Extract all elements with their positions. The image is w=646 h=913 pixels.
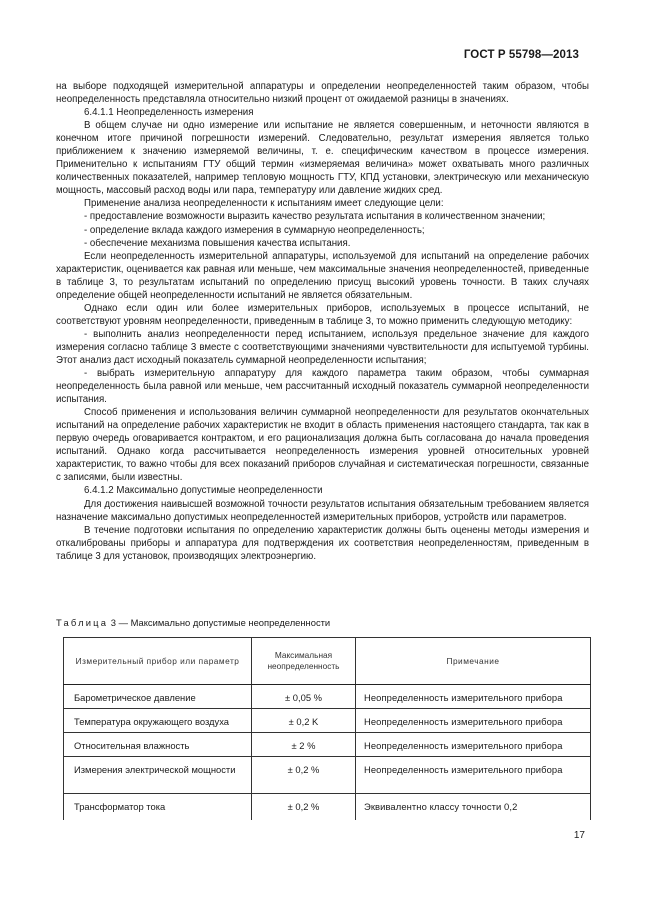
list-item: - обеспечение механизма повышения качества испытания. <box>84 237 351 249</box>
cell-note: Неопределенность измерительного прибора <box>356 685 591 709</box>
cell-value: ± 0,2 % <box>252 794 356 821</box>
table-caption-label: Таблица <box>56 617 109 628</box>
column-header-max: Максимальная неопределенность <box>252 638 356 685</box>
section-heading: 6.4.1.2 Максимально допустимые неопределенности <box>84 485 323 497</box>
cell-note: Неопределенность измерительного прибора <box>356 757 591 794</box>
body-text <box>56 80 589 563</box>
paragraph: В течение подготовки испытания по определению характеристик должны быть оценены методы измерения и откалиброваны приборы и аппаратура для подтверждения их соответствия неопределенностям, приведенным в таблице 3 для установок, производящих электроэнергию. <box>56 524 589 562</box>
column-header-note: Примечание <box>356 638 591 685</box>
cell-param: Температура окружающего воздуха <box>64 709 252 733</box>
paragraph: на выборе подходящей измерительной аппаратуры и определении неопределенностей таким образом, чтобы неопределенность представляла относительно низкий процент от ожидаемой разницы в значениях. <box>56 81 589 106</box>
cell-note: Неопределенность измерительного прибора <box>356 709 591 733</box>
table-row <box>64 685 591 709</box>
cell-value: ± 0,2 % <box>252 757 356 794</box>
table-row <box>64 794 591 821</box>
cell-note: Неопределенность измерительного прибора <box>356 733 591 757</box>
table-row <box>64 709 591 733</box>
cell-note: Эквивалентно классу точности 0,2 <box>356 794 591 821</box>
paragraph: Способ применения и использования величин суммарной неопределенности для результатов окончательных испытаний на определение рабочих характеристик не входит в область применения настоящего стандарта, так как в первую очередь оговаривается контрактом, и его рационализация должна быть согласована до начала проведения испытаний. Однако когда рассчитывается неопределенность измерения уровней относительных уровней характеристик, то важно чтобы для всех показаний приборов случайная и систематическая погрешности, связанные с записями, были известны. <box>56 407 589 484</box>
cell-value: ± 0,05 % <box>252 685 356 709</box>
paragraph: Для достижения наивысшей возможной точности результатов испытания обязательным требованием является назначение максимально допустимых неопределенностей измерительных приборов, устройств или параметров. <box>56 498 589 523</box>
list-item: - выполнить анализ неопределенности перед испытанием, используя предельное значение для каждого измерения согласно таблице 3 вместе с соответствующими значениями чувствительности для испытуемой турбины. Этот анализ даст исходный показатель суммарной неопределенности испытания; <box>56 328 589 366</box>
list-item: - предоставление возможности выразить качество результата испытания в количественном значении; <box>84 211 546 223</box>
cell-param: Относительная влажность <box>64 733 252 757</box>
list-item: - определение вклада каждого измерения в суммарную неопределенность; <box>84 224 425 236</box>
section-heading: 6.4.1.1 Неопределенность измерения <box>84 107 254 119</box>
cell-value: ± 2 % <box>252 733 356 757</box>
page-number: 17 <box>573 830 585 841</box>
column-header-param: Измерительный прибор или параметр <box>64 638 252 685</box>
cell-value: ± 0,2 K <box>252 709 356 733</box>
table-caption <box>56 617 330 628</box>
cell-param: Барометрическое давление <box>64 685 252 709</box>
uncertainty-table <box>63 637 591 820</box>
list-item: - выбрать измерительную аппаратуру для каждого параметра таким образом, чтобы суммарная неопределенность была равной или меньше, чем рассчитанный исходный показатель суммарной неопределенности испытания. <box>56 368 589 406</box>
table-row <box>64 733 591 757</box>
paragraph: Применение анализа неопределенности к испытаниям имеет следующие цели: <box>84 198 444 210</box>
paragraph: Если неопределенность измерительной аппаратуры, используемой для испытаний на определение рабочих характеристик, оценивается как равная или меньше, чем максимальные значения неопределенностей, приведенные в таблице 3, то результатам испытаний по определению присущ высокий уровень точности. В таких случаях определение общей неопределенности испытаний не является обязательным. <box>56 250 589 301</box>
paragraph: В общем случае ни одно измерение или испытание не является совершенным, и неточности являются в конечном итоге причиной погрешности измерений. Следовательно, результат измерения является только приближением к значению измеряемой величины, т. е. специфическим качеством в процессе измерения. Применительно к испытаниям ГТУ общий термин «измеряемая величина» может охватывать много различных количественных показателей, например тепловую мощность ГТУ, КПД установки, электрическую или механическую мощность, массовый расход воды или пара, температуру или давление жидких сред. <box>56 120 589 197</box>
cell-param: Измерения электрической мощности <box>64 757 252 794</box>
table-row <box>64 757 591 794</box>
table-caption-text: 3 — Максимально допустимые неопределенности <box>110 617 331 628</box>
paragraph: Однако если один или более измерительных приборов, используемых в процессе испытаний, не соответствуют уровням неопределенности, приведенным в таблице 3, то можно применить следующую методику: <box>56 302 589 327</box>
table-header-row <box>64 638 591 685</box>
document-header: ГОСТ Р 55798—2013 <box>463 49 579 61</box>
cell-param: Трансформатор тока <box>64 794 252 821</box>
